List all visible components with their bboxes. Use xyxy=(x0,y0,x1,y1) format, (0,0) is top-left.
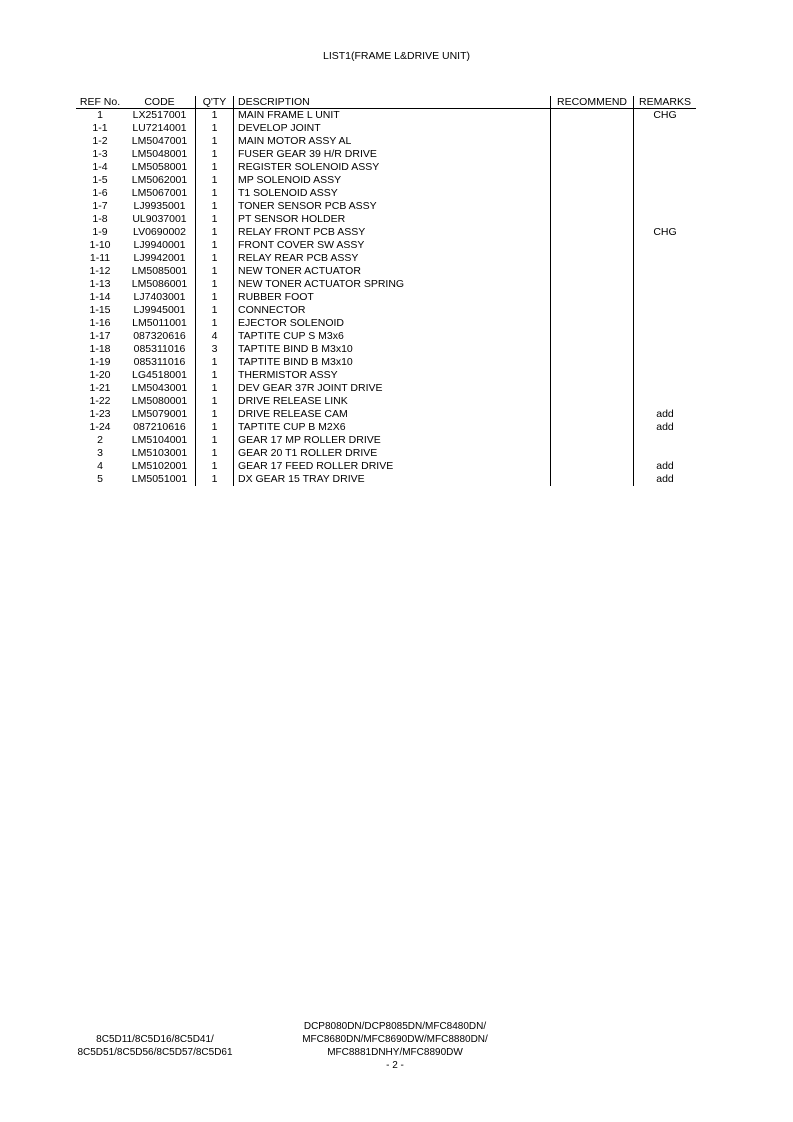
cell-qty: 1 xyxy=(196,265,234,278)
cell-remarks xyxy=(634,434,697,447)
cell-qty: 1 xyxy=(196,356,234,369)
cell-code: LM5086001 xyxy=(131,278,188,290)
cell-code: LJ7403001 xyxy=(133,291,186,303)
table-row xyxy=(76,122,696,135)
cell-ref: 5 xyxy=(97,473,103,485)
cell-qty: 3 xyxy=(196,343,234,356)
cell-remarks xyxy=(634,317,697,330)
cell-recommend xyxy=(551,291,634,304)
cell-remarks: add xyxy=(634,408,697,421)
cell-description: DEV GEAR 37R JOINT DRIVE xyxy=(234,382,551,395)
cell-description: NEW TONER ACTUATOR xyxy=(234,265,551,278)
cell-remarks xyxy=(634,343,697,356)
cell-code: LJ9940001 xyxy=(133,239,186,251)
table-row xyxy=(76,369,696,382)
cell-ref: 1-2 xyxy=(92,135,108,147)
header-remarks: REMARKS xyxy=(634,96,697,109)
cell-qty: 1 xyxy=(196,460,234,473)
cell-code: LM5080001 xyxy=(131,395,188,407)
cell-code: LM5011001 xyxy=(132,317,187,329)
table-row xyxy=(76,135,696,148)
cell-code: LU7214001 xyxy=(132,122,187,134)
cell-recommend xyxy=(551,447,634,460)
cell-remarks xyxy=(634,148,697,161)
cell-qty: 1 xyxy=(196,109,234,123)
table-row xyxy=(76,278,696,291)
cell-qty: 1 xyxy=(196,447,234,460)
table-row xyxy=(76,473,696,486)
cell-qty: 1 xyxy=(196,252,234,265)
cell-recommend xyxy=(551,304,634,317)
cell-code: LM5067001 xyxy=(131,187,188,199)
cell-remarks xyxy=(634,382,697,395)
cell-description: MAIN MOTOR ASSY AL xyxy=(234,135,551,148)
cell-qty: 1 xyxy=(196,226,234,239)
cell-code: LM5047001 xyxy=(131,135,188,147)
table-row xyxy=(76,330,696,343)
cell-ref: 2 xyxy=(97,434,103,446)
cell-recommend xyxy=(551,109,634,123)
cell-recommend xyxy=(551,122,634,135)
cell-remarks xyxy=(634,395,697,408)
cell-ref: 3 xyxy=(97,447,103,459)
table-row xyxy=(76,239,696,252)
cell-remarks xyxy=(634,122,697,135)
cell-description: MAIN FRAME L UNIT xyxy=(234,109,551,123)
cell-remarks: CHG xyxy=(634,226,697,239)
cell-code: 087320616 xyxy=(133,330,186,342)
cell-code: LM5048001 xyxy=(131,148,188,160)
cell-qty: 1 xyxy=(196,369,234,382)
table-row xyxy=(76,200,696,213)
cell-recommend xyxy=(551,213,634,226)
footer-model-line: MFC8680DN/MFC8690DW/MFC8880DN/ xyxy=(302,1034,488,1045)
cell-ref: 1-6 xyxy=(92,187,108,199)
cell-ref: 1-16 xyxy=(89,317,111,329)
cell-description: TAPTITE CUP S M3x6 xyxy=(234,330,551,343)
cell-qty: 1 xyxy=(196,473,234,486)
cell-recommend xyxy=(551,252,634,265)
cell-description: PT SENSOR HOLDER xyxy=(234,213,551,226)
cell-remarks xyxy=(634,356,697,369)
cell-qty: 1 xyxy=(196,408,234,421)
cell-description: TONER SENSOR PCB ASSY xyxy=(234,200,551,213)
cell-code: LG4518001 xyxy=(132,369,187,381)
cell-recommend xyxy=(551,317,634,330)
cell-ref: 1 xyxy=(97,109,103,121)
cell-ref: 1-11 xyxy=(89,252,111,264)
cell-ref: 1-15 xyxy=(89,304,111,316)
cell-ref: 1-3 xyxy=(92,148,108,160)
cell-description: RELAY FRONT PCB ASSY xyxy=(234,226,551,239)
table-row xyxy=(76,148,696,161)
cell-description: RELAY REAR PCB ASSY xyxy=(234,252,551,265)
footer-code-list xyxy=(60,1033,250,1059)
cell-remarks: add xyxy=(634,460,697,473)
header-recommend: RECOMMEND xyxy=(551,96,634,109)
cell-remarks xyxy=(634,278,697,291)
cell-description: DRIVE RELEASE LINK xyxy=(234,395,551,408)
cell-description: THERMISTOR ASSY xyxy=(234,369,551,382)
cell-remarks xyxy=(634,213,697,226)
cell-remarks xyxy=(634,304,697,317)
cell-remarks xyxy=(634,135,697,148)
table-row xyxy=(76,356,696,369)
cell-qty: 1 xyxy=(196,187,234,200)
cell-code: LV0690002 xyxy=(133,226,186,238)
cell-ref: 1-13 xyxy=(89,278,111,290)
cell-code: LM5103001 xyxy=(131,447,188,459)
cell-ref: 1-1 xyxy=(92,122,108,134)
table-row xyxy=(76,460,696,473)
table-row xyxy=(76,408,696,421)
cell-ref: 1-9 xyxy=(92,226,108,238)
table-row xyxy=(76,317,696,330)
table-row xyxy=(76,252,696,265)
cell-qty: 1 xyxy=(196,174,234,187)
cell-ref: 1-10 xyxy=(89,239,111,251)
cell-code: LM5104001 xyxy=(131,434,188,446)
cell-code: LX2517001 xyxy=(132,109,187,121)
footer-model-line: MFC8881DNHY/MFC8890DW xyxy=(327,1047,463,1058)
cell-description: GEAR 20 T1 ROLLER DRIVE xyxy=(234,447,551,460)
cell-qty: 1 xyxy=(196,421,234,434)
cell-code: LJ9945001 xyxy=(133,304,186,316)
cell-description: GEAR 17 FEED ROLLER DRIVE xyxy=(234,460,551,473)
header-qty: Q'TY xyxy=(196,96,234,109)
cell-ref: 1-19 xyxy=(89,356,111,368)
cell-remarks xyxy=(634,239,697,252)
table-row xyxy=(76,304,696,317)
cell-ref: 1-8 xyxy=(92,213,108,225)
table-row xyxy=(76,291,696,304)
table-row xyxy=(76,395,696,408)
cell-recommend xyxy=(551,473,634,486)
cell-ref: 1-24 xyxy=(89,421,111,433)
cell-code: LM5062001 xyxy=(131,174,188,186)
cell-recommend xyxy=(551,369,634,382)
cell-qty: 1 xyxy=(196,304,234,317)
table-row xyxy=(76,161,696,174)
cell-code: 085311016 xyxy=(133,343,186,355)
cell-qty: 1 xyxy=(196,434,234,447)
cell-description: RUBBER FOOT xyxy=(234,291,551,304)
cell-remarks xyxy=(634,330,697,343)
cell-recommend xyxy=(551,356,634,369)
page-title: LIST1(FRAME L&DRIVE UNIT) xyxy=(322,50,471,62)
cell-description: CONNECTOR xyxy=(234,304,551,317)
cell-remarks xyxy=(634,174,697,187)
cell-code: LM5079001 xyxy=(131,408,188,420)
cell-remarks: add xyxy=(634,421,697,434)
header-ref: REF No. xyxy=(76,96,124,109)
cell-recommend xyxy=(551,278,634,291)
cell-recommend xyxy=(551,330,634,343)
cell-ref: 1-12 xyxy=(89,265,111,277)
cell-recommend xyxy=(551,226,634,239)
cell-qty: 1 xyxy=(196,395,234,408)
cell-recommend xyxy=(551,187,634,200)
parts-table-body xyxy=(76,109,696,487)
cell-remarks xyxy=(634,187,697,200)
cell-recommend xyxy=(551,434,634,447)
cell-code: UL9037001 xyxy=(132,213,187,225)
footer-model-line: DCP8080DN/DCP8085DN/MFC8480DN/ xyxy=(303,1021,487,1032)
cell-code: LM5058001 xyxy=(131,161,188,173)
cell-ref: 1-22 xyxy=(89,395,111,407)
cell-description: MP SOLENOID ASSY xyxy=(234,174,551,187)
table-row xyxy=(76,343,696,356)
cell-recommend xyxy=(551,382,634,395)
cell-qty: 1 xyxy=(196,213,234,226)
table-row xyxy=(76,382,696,395)
cell-remarks: CHG xyxy=(634,109,697,123)
table-row xyxy=(76,447,696,460)
table-row xyxy=(76,421,696,434)
cell-recommend xyxy=(551,421,634,434)
cell-qty: 1 xyxy=(196,291,234,304)
table-row xyxy=(76,174,696,187)
cell-recommend xyxy=(551,174,634,187)
cell-recommend xyxy=(551,460,634,473)
table-row xyxy=(76,109,696,123)
cell-code: LJ9935001 xyxy=(133,200,186,212)
cell-recommend xyxy=(551,343,634,356)
cell-recommend xyxy=(551,135,634,148)
cell-recommend xyxy=(551,265,634,278)
cell-description: GEAR 17 MP ROLLER DRIVE xyxy=(234,434,551,447)
cell-description: TAPTITE CUP B M2X6 xyxy=(234,421,551,434)
cell-ref: 1-18 xyxy=(89,343,111,355)
cell-description: REGISTER SOLENOID ASSY xyxy=(234,161,551,174)
table-row xyxy=(76,434,696,447)
header-code: CODE xyxy=(124,96,196,109)
cell-description: TAPTITE BIND B M3x10 xyxy=(234,356,551,369)
cell-code: LM5043001 xyxy=(131,382,188,394)
cell-description: DRIVE RELEASE CAM xyxy=(234,408,551,421)
cell-qty: 1 xyxy=(196,382,234,395)
cell-qty: 1 xyxy=(196,135,234,148)
cell-description: DEVELOP JOINT xyxy=(234,122,551,135)
cell-qty: 1 xyxy=(196,200,234,213)
cell-recommend xyxy=(551,239,634,252)
cell-ref: 1-21 xyxy=(89,382,111,394)
cell-remarks xyxy=(634,369,697,382)
cell-ref: 1-7 xyxy=(92,200,108,212)
cell-qty: 4 xyxy=(196,330,234,343)
cell-recommend xyxy=(551,200,634,213)
table-row xyxy=(76,213,696,226)
cell-code: 087210616 xyxy=(133,421,186,433)
cell-recommend xyxy=(551,148,634,161)
cell-description: FUSER GEAR 39 H/R DRIVE xyxy=(234,148,551,161)
cell-description: TAPTITE BIND B M3x10 xyxy=(234,343,551,356)
cell-code: LJ9942001 xyxy=(133,252,186,264)
table-row xyxy=(76,265,696,278)
table-row xyxy=(76,226,696,239)
cell-recommend xyxy=(551,161,634,174)
cell-description: FRONT COVER SW ASSY xyxy=(234,239,551,252)
cell-remarks: add xyxy=(634,473,697,486)
cell-code: 085311016 xyxy=(133,356,186,368)
cell-description: T1 SOLENOID ASSY xyxy=(234,187,551,200)
parts-table xyxy=(76,96,696,486)
cell-remarks xyxy=(634,252,697,265)
cell-remarks xyxy=(634,161,697,174)
cell-qty: 1 xyxy=(196,239,234,252)
cell-ref: 4 xyxy=(97,460,103,472)
cell-remarks xyxy=(634,447,697,460)
header-description: DESCRIPTION xyxy=(234,96,551,109)
cell-qty: 1 xyxy=(196,317,234,330)
cell-recommend xyxy=(551,408,634,421)
cell-qty: 1 xyxy=(196,148,234,161)
page-number: - 2 - xyxy=(386,1060,404,1071)
cell-ref: 1-17 xyxy=(89,330,111,342)
cell-description: NEW TONER ACTUATOR SPRING xyxy=(234,278,551,291)
table-row xyxy=(76,187,696,200)
cell-ref: 1-23 xyxy=(89,408,111,420)
footer-code-line: 8C5D51/8C5D56/8C5D57/8C5D61 xyxy=(77,1047,233,1058)
cell-recommend xyxy=(551,395,634,408)
cell-code: LM5085001 xyxy=(131,265,188,277)
cell-ref: 1-4 xyxy=(92,161,108,173)
footer-model-list xyxy=(250,1020,540,1072)
cell-code: LM5102001 xyxy=(131,460,188,472)
cell-ref: 1-5 xyxy=(92,174,108,186)
footer-code-line: 8C5D11/8C5D16/8C5D41/ xyxy=(96,1034,214,1045)
cell-code: LM5051001 xyxy=(131,473,188,485)
cell-qty: 1 xyxy=(196,122,234,135)
cell-remarks xyxy=(634,265,697,278)
cell-description: DX GEAR 15 TRAY DRIVE xyxy=(234,473,551,486)
table-header-row xyxy=(76,96,696,109)
cell-ref: 1-14 xyxy=(89,291,111,303)
cell-description: EJECTOR SOLENOID xyxy=(234,317,551,330)
cell-remarks xyxy=(634,200,697,213)
cell-remarks xyxy=(634,291,697,304)
cell-ref: 1-20 xyxy=(89,369,111,381)
cell-qty: 1 xyxy=(196,278,234,291)
cell-qty: 1 xyxy=(196,161,234,174)
